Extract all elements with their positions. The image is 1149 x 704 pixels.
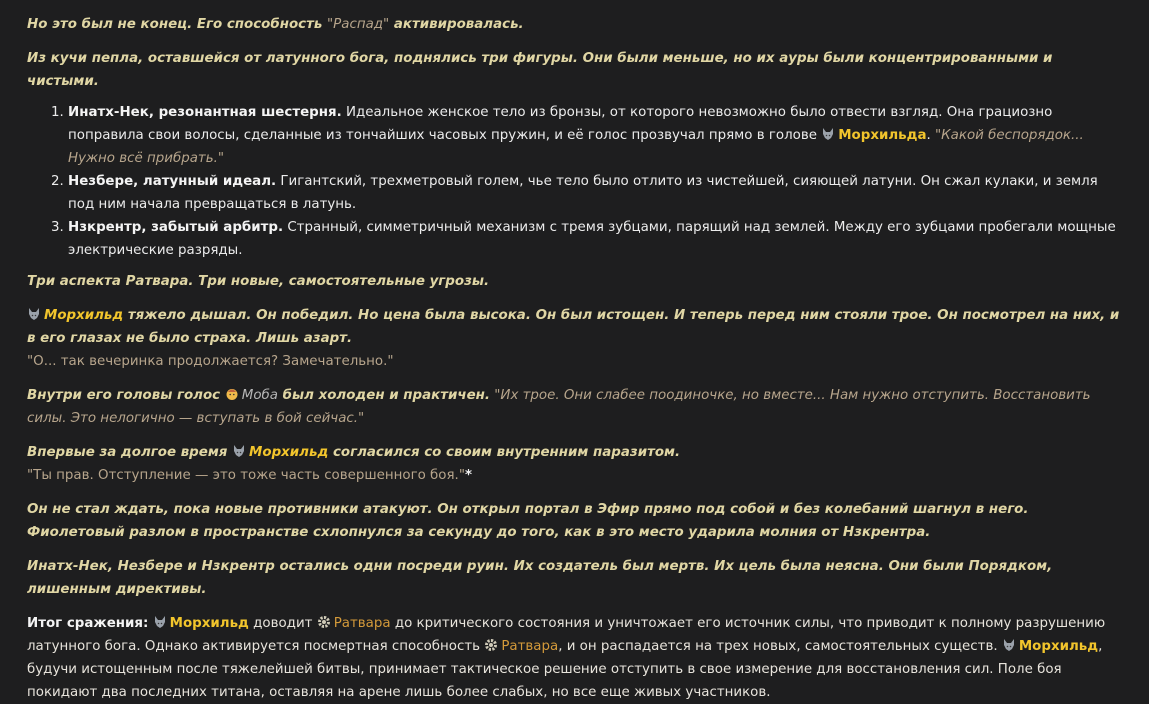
text: тяжело дышал. Он победил. Но цена была высока. Он был истощен. И теперь перед ним стояли трое. Он посмотрел на них, и в его глазах не было страха. Лишь азарт. xyxy=(27,308,1120,346)
item-title: Незбере, латунный идеал. xyxy=(68,174,277,189)
item-text: Гигантский, трехметровый голем, чье тело было отлито из чистейшей, сияющей латуни. Он сжал кулаки, и земля под ним начала превращаться в латунь. xyxy=(68,174,1098,212)
list-item xyxy=(68,170,1122,216)
quote: "Какой беспорядок... Нужно всё прибрать." xyxy=(68,128,1084,166)
item-title: Нзкрентр, забытый арбитр. xyxy=(68,220,284,235)
wolf-icon xyxy=(27,307,41,321)
text: . xyxy=(926,128,931,143)
wolf-icon xyxy=(153,615,167,629)
character-name: Ратвара xyxy=(501,639,559,654)
item-text: Странный, симметричный механизм с тремя зубцами, парящий над землей. Между его зубцами пробегали мощные электрические разряды. xyxy=(68,220,1116,258)
character-name: Морхильд xyxy=(44,308,124,323)
text: , будучи истощенным после тяжелейшей битвы, принимает тактическое решение отступить в свое измерение для восстановления сил. Поле боя покидают два последних титана, оставляя на арене лишь более слабых, но все еще живых участников. xyxy=(27,639,1103,700)
character-name: Морхильд xyxy=(249,445,329,460)
text: Но это был не конец. Его способность xyxy=(27,17,328,32)
entity-list xyxy=(27,101,1122,262)
paragraph-2: Из кучи пепла, оставшейся от латунного бога, поднялись три фигуры. Они были меньше, но их ауры были концентрированными и чистыми. xyxy=(27,51,1053,89)
character-name: Морхильд xyxy=(169,616,249,631)
wolf-icon xyxy=(821,127,835,141)
ability-name: "Распад" xyxy=(327,17,390,32)
text: до критического состояния и уничтожает его источник силы, что приводит к полному разрушению латунного бога. Однако активируется посмертная способность xyxy=(27,616,1106,654)
character-name: Моба xyxy=(241,388,278,403)
paragraph-9: Он не стал ждать, пока новые противники атакуют. Он открыл портал в Эфир прямо под собой и без колебаний шагнул в него. Фиолетовый разлом в пространстве схлопнулся за секунду до того, как в это место ударила молния от Нзкрентра. xyxy=(27,502,1029,540)
summary-label: Итог сражения: xyxy=(27,616,149,631)
text: согласился со своим внутренним паразитом. xyxy=(328,445,681,460)
asterisk: * xyxy=(464,468,472,483)
wolf-icon xyxy=(232,444,246,458)
paragraph-1 xyxy=(27,13,1122,36)
item-title: Инатх-Нек, резонантная шестерня. xyxy=(68,105,342,120)
list-item xyxy=(68,101,1122,170)
text: доводит xyxy=(248,616,317,631)
paragraph-4 xyxy=(27,304,1122,350)
paragraph-10: Инатх-Нек, Незбере и Нзкрентр остались одни посреди руин. Их создатель был мертв. Их цель была неясна. Они были Порядком, лишенным директивы. xyxy=(27,559,1053,597)
battle-summary xyxy=(27,612,1122,704)
gear-icon xyxy=(484,638,498,652)
list-item xyxy=(68,216,1122,262)
quote-line: "О... так вечеринка продолжается? Замечательно." xyxy=(27,354,394,369)
text: активировалась. xyxy=(389,17,524,32)
face-icon xyxy=(225,387,239,401)
wolf-icon xyxy=(1002,638,1016,652)
text: Впервые за долгое время xyxy=(27,445,233,460)
paragraph-6 xyxy=(27,384,1122,430)
paragraph-3: Три аспекта Ратвара. Три новые, самостоятельные угрозы. xyxy=(27,274,490,289)
quote: "Их трое. Они слабее поодиночке, но вместе... Нам нужно отступить. Восстановить силы. Это нелогично — вступать в бой сейчас." xyxy=(27,388,1091,426)
gear-icon xyxy=(317,615,331,629)
paragraph-8 xyxy=(27,464,1122,487)
item-text: Идеальное женское тело из бронзы, от которого невозможно было отвести взгляд. Она грациозно поправила свои волосы, сделанные из тончайших часовых пружин, и её голос прозвучал прямо в голове xyxy=(68,105,1053,143)
text: Внутри его головы голос xyxy=(27,388,225,403)
quote: "Ты прав. Отступление — это тоже часть совершенного боя." xyxy=(27,468,465,483)
text: был холоден и практичен. xyxy=(278,388,491,403)
paragraph-7 xyxy=(27,441,1122,464)
character-name: Ратвара xyxy=(333,616,391,631)
text: , и он распадается на трех новых, самостоятельных существ. xyxy=(558,639,1002,654)
character-name: Морхильда xyxy=(838,128,927,143)
character-name: Морхильд xyxy=(1018,639,1099,654)
